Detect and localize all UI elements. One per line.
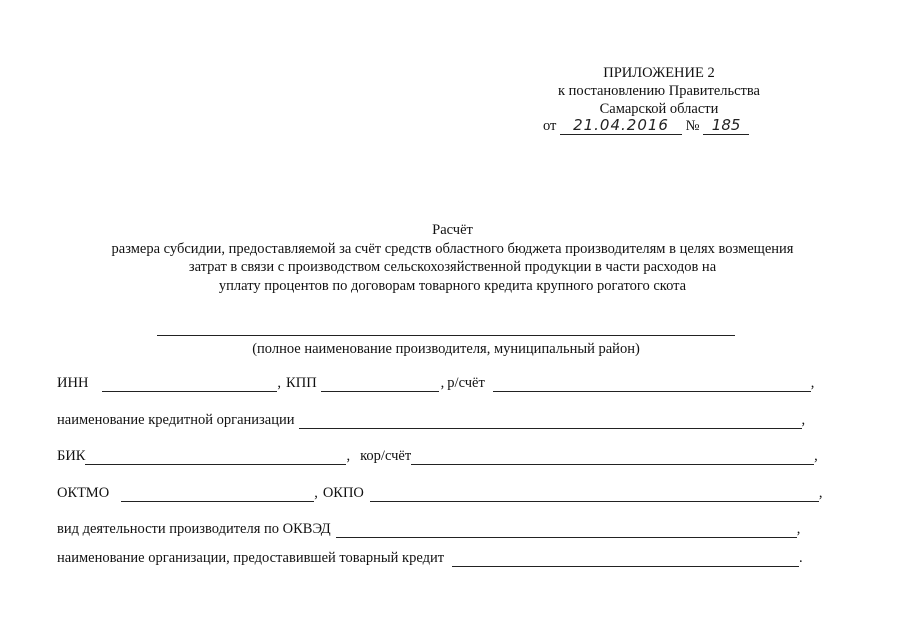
- inn-label: ИНН: [57, 375, 89, 391]
- creditor-label: наименование организации, предоставившей товарный кредит: [57, 550, 445, 566]
- bik-field[interactable]: [85, 452, 346, 465]
- corr-account-label: кор/счёт: [360, 448, 412, 464]
- row-okved: [57, 518, 800, 538]
- comma: ,: [814, 448, 818, 464]
- producer-name-line: [157, 335, 735, 336]
- account-label: р/счёт: [447, 375, 485, 391]
- appendix-title: ПРИЛОЖЕНИЕ 2: [603, 65, 715, 81]
- period: .: [799, 550, 803, 566]
- comma: ,: [796, 521, 801, 537]
- inn-field[interactable]: [102, 379, 277, 392]
- oktmo-label: ОКТМО: [57, 485, 110, 501]
- oktmo-field[interactable]: [121, 489, 314, 502]
- appendix-line-region: Самарской области: [599, 101, 719, 117]
- row-inn: [57, 372, 814, 392]
- comma: ,: [314, 485, 318, 501]
- comma: ,: [801, 412, 806, 428]
- row-bank-name: [57, 409, 805, 429]
- okpo-label: ОКПО: [322, 485, 364, 501]
- comma: ,: [346, 448, 351, 464]
- bank-name-field[interactable]: [299, 416, 802, 429]
- number-handwritten: 185: [703, 116, 749, 135]
- title-block: [0, 221, 905, 295]
- account-field[interactable]: [493, 379, 811, 392]
- appendix-block: [540, 64, 778, 118]
- row-bik: [57, 445, 818, 465]
- number-prefix: №: [685, 118, 700, 134]
- appendix-date-row: [543, 116, 749, 135]
- producer-caption: (полное наименование производителя, муниципальный район): [252, 341, 640, 357]
- comma: ,: [440, 375, 445, 391]
- bik-label: БИК: [57, 448, 86, 464]
- date-prefix: от: [543, 118, 557, 134]
- kpp-field[interactable]: [321, 379, 439, 392]
- title-line-2: затрат в связи с производством сельскохозяйственной продукции в части расходов на: [188, 259, 717, 275]
- okpo-field[interactable]: [370, 489, 819, 502]
- comma: ,: [810, 375, 815, 391]
- creditor-field[interactable]: [452, 554, 799, 567]
- row-oktmo: [57, 482, 823, 502]
- kpp-label: КПП: [286, 375, 317, 391]
- okved-field[interactable]: [336, 525, 797, 538]
- bank-name-label: наименование кредитной организации: [57, 412, 295, 428]
- row-creditor: [57, 547, 803, 567]
- comma: ,: [277, 375, 282, 391]
- date-handwritten: 21.04.2016: [560, 116, 682, 135]
- title-heading: Расчёт: [432, 222, 473, 238]
- title-line-3: уплату процентов по договорам товарного кредита крупного рогатого скота: [218, 277, 687, 294]
- corr-account-field[interactable]: [411, 452, 814, 465]
- appendix-line-resolution: к постановлению Правительства: [558, 83, 760, 99]
- title-line-1: размера субсидии, предоставляемой за счёт средств областного бюджета производителям в целях возмещения: [111, 240, 794, 257]
- comma: ,: [818, 485, 823, 501]
- okved-label: вид деятельности производителя по ОКВЭД: [57, 521, 331, 537]
